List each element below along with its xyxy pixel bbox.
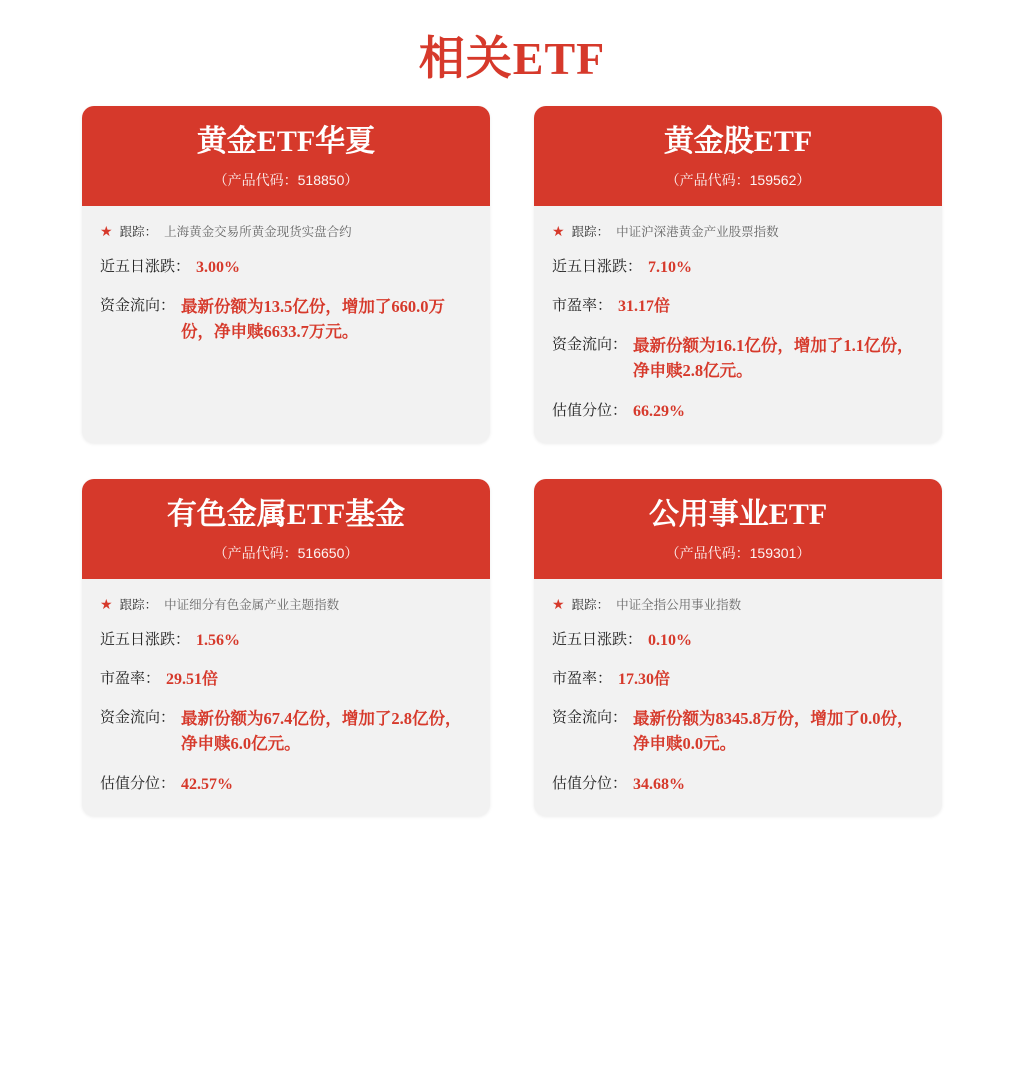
tracking-label: 跟踪：: [119, 598, 158, 613]
fund-flow-label: 资金流向：: [552, 337, 628, 354]
code-value: 159562: [749, 172, 797, 188]
code-suffix: ）: [344, 172, 359, 188]
valuation-value: 34.68%: [633, 775, 686, 793]
page-title: 相关ETF: [418, 33, 606, 84]
five-day-value: 1.56%: [196, 632, 241, 650]
etf-name: 黄金ETF华夏: [196, 125, 376, 158]
pe-ratio-row: [552, 668, 924, 691]
tracking-value: 中证沪深港黄金产业股票指数: [616, 225, 779, 239]
tracking-label: 跟踪：: [119, 225, 158, 239]
five-day-value: 7.10%: [648, 259, 693, 276]
valuation-percentile-row: [552, 400, 924, 423]
valuation-label: 估值分位：: [552, 775, 628, 792]
tracking-value: 上海黄金交易所黄金现货实盘合约: [164, 225, 352, 239]
etf-name: 黄金股ETF: [663, 125, 813, 158]
etf-code: [544, 543, 932, 563]
five-day-change-row: [552, 256, 924, 279]
etf-name: 有色金属ETF基金: [166, 498, 406, 532]
pe-value: 29.51倍: [166, 671, 219, 689]
tracking-value: 中证细分有色金属产业主题指数: [164, 598, 340, 613]
five-day-value: 0.10%: [648, 632, 693, 650]
valuation-percentile-row: [552, 773, 924, 796]
five-day-label: 近五日涨跌：: [552, 259, 643, 275]
tracking-label: 跟踪：: [571, 225, 610, 239]
code-prefix: （产品代码：: [213, 172, 298, 188]
code-prefix: （产品代码：: [665, 172, 750, 188]
pe-value: 17.30倍: [618, 671, 671, 689]
code-value: 159301: [749, 545, 797, 562]
code-suffix: ）: [796, 172, 811, 188]
etf-name: 公用事业ETF: [648, 498, 828, 532]
fund-flow-label: 资金流向：: [100, 710, 176, 727]
five-day-label: 近五日涨跌：: [100, 259, 191, 275]
five-day-value: 3.00%: [196, 259, 241, 276]
etf-code: [92, 543, 480, 563]
fund-flow-row: [100, 707, 472, 757]
tracking-value: 中证全指公用事业指数: [616, 598, 742, 613]
tracking-label: 跟踪：: [571, 598, 610, 613]
tracking-index-row: [100, 595, 472, 613]
pe-label: 市盈率：: [552, 298, 613, 315]
pe-ratio-row: [100, 668, 472, 691]
etf-code: [544, 170, 932, 190]
star-icon: ★: [100, 223, 113, 239]
tracking-index-row: [552, 595, 924, 613]
fund-flow-label: 资金流向：: [100, 298, 176, 315]
valuation-label: 估值分位：: [100, 775, 176, 792]
tracking-index-row: [552, 222, 924, 240]
fund-flow-label: 资金流向：: [552, 710, 628, 727]
valuation-label: 估值分位：: [552, 402, 628, 419]
fund-flow-value: 最新份额为67.4亿份，增加了2.8亿份，净申赎6.0亿元。: [181, 709, 462, 754]
valuation-value: 42.57%: [181, 775, 234, 793]
tracking-index-row: [100, 222, 472, 240]
star-icon: ★: [552, 223, 565, 239]
code-prefix: （产品代码：: [665, 545, 750, 562]
pe-value: 31.17倍: [618, 298, 671, 316]
five-day-change-row: [552, 629, 924, 652]
etf-card-header: [82, 106, 490, 206]
etf-card[interactable]: [82, 479, 490, 816]
fund-flow-value: 最新份额为8345.8万份，增加了0.0份，净申赎0.0元。: [633, 709, 914, 754]
code-value: 518850: [297, 172, 345, 188]
five-day-change-row: [100, 256, 472, 279]
etf-card[interactable]: [82, 106, 490, 443]
pe-ratio-row: [552, 295, 924, 318]
code-suffix: ）: [796, 545, 811, 562]
fund-flow-row: [552, 707, 924, 757]
code-value: 516650: [297, 545, 345, 562]
code-suffix: ）: [344, 545, 359, 562]
fund-flow-row: [552, 334, 924, 384]
five-day-label: 近五日涨跌：: [100, 632, 191, 649]
pe-label: 市盈率：: [100, 671, 161, 688]
etf-card-body: [534, 579, 942, 816]
etf-card-body: [82, 206, 490, 443]
etf-card-header: [534, 106, 942, 206]
pe-label: 市盈率：: [552, 671, 613, 688]
etf-card-header: [82, 479, 490, 579]
etf-card-grid: [0, 106, 1024, 816]
etf-card-header: [534, 479, 942, 579]
five-day-change-row: [100, 629, 472, 652]
etf-code: [92, 170, 480, 190]
fund-flow-value: 最新份额为13.5亿份，增加了660.0万份，净申赎6633.7万元。: [181, 297, 446, 341]
fund-flow-value: 最新份额为16.1亿份，增加了1.1亿份，净申赎2.8亿元。: [633, 336, 914, 381]
five-day-label: 近五日涨跌：: [552, 632, 643, 649]
code-prefix: （产品代码：: [213, 545, 298, 562]
fund-flow-row: [100, 295, 472, 345]
etf-card[interactable]: [534, 106, 942, 443]
star-icon: ★: [100, 596, 113, 613]
etf-card-body: [534, 206, 942, 443]
star-icon: ★: [552, 596, 565, 613]
etf-card-body: [82, 579, 490, 816]
valuation-percentile-row: [100, 773, 472, 796]
etf-card[interactable]: [534, 479, 942, 816]
valuation-value: 66.29%: [633, 402, 686, 420]
